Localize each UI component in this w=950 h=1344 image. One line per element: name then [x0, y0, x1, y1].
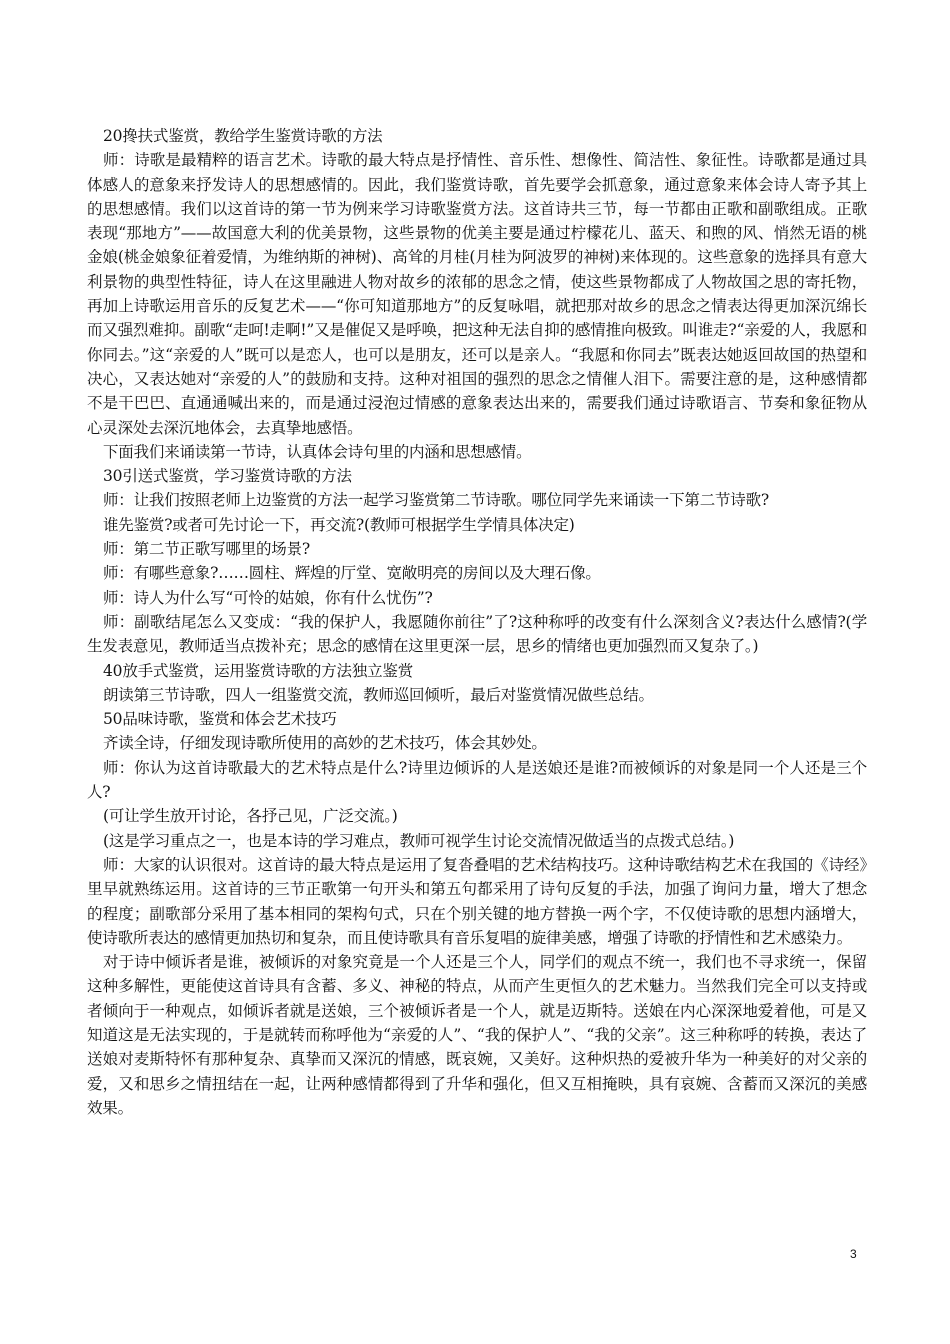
paragraph: (这是学习重点之一，也是本诗的学习难点，教师可视学生讨论交流情况做适当的点拨式总结。): [103, 831, 735, 850]
paragraph: 师：诗人为什么写“可怜的姑娘，你有什么忧伤”?: [103, 588, 433, 607]
paragraph: 对于诗中倾诉者是谁，被倾诉的对象究竟是一个人还是三个人，同学们的观点不统一，我们也不寻求统一，保留这种多解性，更能使这首诗具有含蓄、多义、神秘的特点，从而产生更恒久的艺术魅力。当然我们完全可以支持或者倾向于一种观点，如倾诉者就是送娘，三个被倾诉者是一个人，就是迈斯特。送娘在内心深深地爱着他，可是又知道这是无法实现的，于是就转而称呼他为“亲爱的人”、“我的保护人”、“我的父亲”。这三种称呼的转换，表达了送娘对麦斯特怀有那种复杂、真挚而又深沉的情感，既哀婉，又美好。这种炽热的爱被升华为一种美好的对父亲的爱，又和思乡之情扭结在一起，让两种感情都得到了升华和强化，但又互相掩映，具有哀婉、含蓄而又深沉的美感效果。: [87, 953, 867, 1117]
paragraph: 师：有哪些意象?……圆柱、辉煌的厅堂、宽敞明亮的房间以及大理石像。: [103, 564, 601, 583]
paragraph: 朗读第三节诗歌，四人一组鉴赏交流，教师巡回倾听，最后对鉴赏情况做些总结。: [103, 685, 654, 704]
section-heading-4: 50品味诗歌，鉴赏和体会艺术技巧: [103, 710, 337, 729]
paragraph: 师：大家的认识很对。这首诗的最大特点是运用了复沓叠唱的艺术结构技巧。这种诗歌结构艺术在我国的《诗经》里早就熟练运用。这首诗的三节正歌第一句开头和第五句都采用了诗句反复的手法，加强了询问力量，增大了想念的程度；副歌部分采用了基本相同的架构句式，只在个别关键的地方替换一两个字，不仅使诗歌的思想内涵增大，使诗歌所表达的感情更加热切和复杂，而且使诗歌具有音乐复唱的旋律美感，增强了诗歌的抒情性和艺术感染力。: [87, 855, 867, 947]
paragraph: 师：诗歌是最精粹的语言艺术。诗歌的最大特点是抒情性、音乐性、想像性、简洁性、象征性。诗歌都是通过具体感人的意象来抒发诗人的思想感情的。因此，我们鉴赏诗歌，首先要学会抓意象，通过意象来体会诗人寄予其上的思想感情。我们以这首诗的第一节为例来学习诗歌鉴赏方法。这首诗共三节，每一节都由正歌和副歌组成。正歌表现“那地方”——故国意大利的优美景物，这些景物的优美主要是通过柠檬花儿、蓝天、和煦的风、悄然无语的桃金娘(桃金娘象征着爱情，为维纳斯的神树)、高耸的月桂(月桂为阿波罗的神树)来体现的。这些意象的选择具有意大利景物的典型性特征，诗人在这里融进人物对故乡的浓郁的思念之情，使这些景物都成了人物故国之思的寄托物，再加上诗歌运用音乐的反复艺术——“你可知道那地方”的反复咏唱，就把那对故乡的思念之情表达得更加深沉绵长而又强烈难抑。副歌“走呵!走啊!”又是催促又是呼唤，把这种无法自抑的感情推向极致。叫谁走?“亲爱的人，我愿和你同去。”这“亲爱的人”既可以是恋人，也可以是朋友，还可以是亲人。“我愿和你同去”既表达她返回故国的热望和决心，又表达她对“亲爱的人”的鼓励和支持。这种对祖国的强烈的思念之情催人泪下。需要注意的是，这种感情都不是干巴巴、直通通喊出来的，而是通过浸泡过情感的意象表达出来的，需要我们通过诗歌语言、节奏和象征物从心灵深处去深沉地体会，去真挚地感悟。: [87, 151, 867, 437]
paragraph: 师：让我们按照老师上边鉴赏的方法一起学习鉴赏第二节诗歌。哪位同学先来诵读一下第二节诗歌?: [103, 491, 770, 510]
document-body: [87, 124, 867, 1120]
paragraph: 下面我们来诵读第一节诗，认真体会诗句里的内涵和思想感情。: [103, 442, 532, 461]
paragraph: 谁先鉴赏?或者可先讨论一下，再交流?(教师可根据学生学情具体决定): [103, 515, 575, 534]
section-heading-2: 30引送式鉴赏，学习鉴赏诗歌的方法: [103, 467, 352, 486]
paragraph: 师：副歌结尾怎么又变成：“我的保护人，我愿随你前往”了?这种称呼的改变有什么深刻含义?表达什么感情?(学生发表意见，教师适当点拨补充；思念的感情在这里更深一层，思乡的情绪也更加强烈而又复杂了。): [87, 612, 867, 656]
paragraph: (可让学生放开讨论，各抒己见，广泛交流。): [103, 807, 398, 826]
paragraph: 师：你认为这首诗歌最大的艺术特点是什么?诗里边倾诉的人是送娘还是谁?而被倾诉的对象是同一个人还是三个人?: [87, 758, 867, 802]
section-heading-3: 40放手式鉴赏，运用鉴赏诗歌的方法独立鉴赏: [103, 661, 414, 680]
paragraph: 师：第二节正歌写哪里的场景?: [103, 540, 311, 559]
paragraph: 齐读全诗，仔细发现诗歌所使用的高妙的艺术技巧，体会其妙处。: [103, 734, 547, 753]
section-heading-1: 20搀扶式鉴赏，教给学生鉴赏诗歌的方法: [103, 127, 383, 145]
page-number: 3: [850, 1247, 857, 1261]
